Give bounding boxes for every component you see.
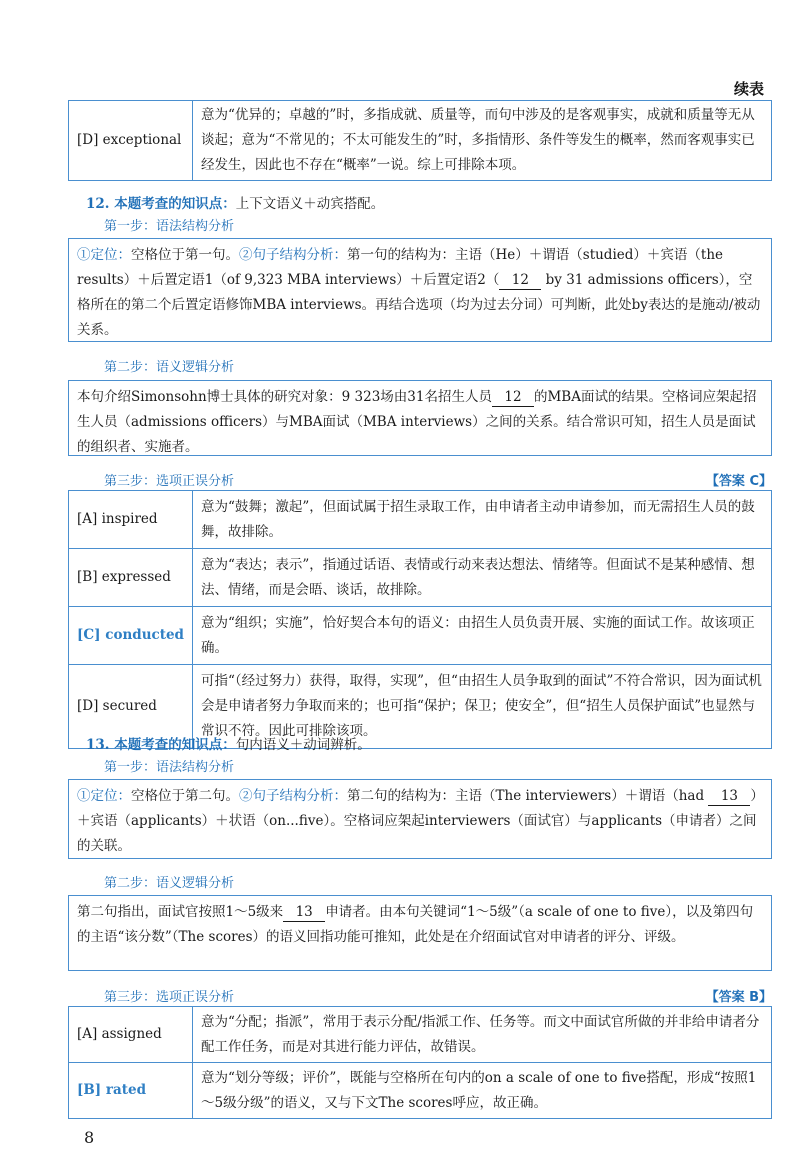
option-key-correct: [B] rated [69, 1063, 193, 1119]
text-structure: 第一句的结构为：主语（He）＋谓语（studied）＋宾语（the results）＋后置定语1（of 9,323 MBA interviews）＋后置定语2（ [77, 247, 724, 288]
text-after: 的MBA面试的结果。空格词应架起招生人员（admissions officers）与MBA面试（MBA interviews）之间的关系。结合常识可知，招生人员是面试的组织者、实施者。 [77, 389, 757, 455]
q13-answer: 【答案 B】 [705, 990, 772, 1005]
q13-heading [86, 733, 371, 753]
blank-number: 12 [492, 388, 534, 407]
q13-step2-title: 第二步：语义逻辑分析 [104, 876, 235, 891]
heading-topic: 上下文语义＋动宾搭配。 [235, 196, 385, 212]
q13-options-table [68, 1006, 772, 1119]
q12-step1-title: 第一步：语法结构分析 [104, 219, 235, 234]
continued-label: 续表 [733, 80, 764, 98]
text-locate: 空格位于第一句。 [131, 247, 239, 263]
option-key: [D] secured [69, 665, 193, 749]
text-structure-after: ）＋宾语（applicants）＋状语（on...five）。空格词应架起interviewers（面试官）与applicants（申请者）之间的关联。 [77, 788, 758, 854]
blank-number: 12 [499, 271, 541, 290]
option-explanation: 可指“（经过努力）获得，取得，实现”，但“由招生人员争取到的面试”不符合常识，因为面试机会是申请者努力争取而来的；也可指“保护；保卫；使安全”，但“招生人员保护面试”也显然与常识不符。因此可排除该项。 [193, 665, 772, 749]
q13-step1-box [68, 779, 772, 859]
q11-tail-table [68, 100, 772, 181]
heading-label: 本题考查的知识点： [109, 737, 236, 753]
text-after: 申请者。由本句关键词“1～5级”（a scale of one to five），以及第四句的主语“该分数”（The scores）的语义回指功能可推知，此处是在介绍面试官对申请者的评分、评级。 [77, 904, 754, 945]
page-number: 8 [84, 1128, 95, 1147]
q12-step2-box [68, 380, 772, 456]
label-locate: ①定位： [77, 247, 131, 263]
option-key: [A] inspired [69, 491, 193, 549]
label-structure: ②句子结构分析： [239, 247, 347, 263]
q13-step1-title: 第一步：语法结构分析 [104, 760, 235, 775]
table-row [69, 491, 772, 549]
table-row [69, 1063, 772, 1119]
label-locate: ①定位： [77, 788, 131, 804]
q12-heading [86, 192, 384, 212]
question-number: 13. [86, 737, 110, 753]
blank-number: 13 [283, 903, 325, 922]
option-explanation: 意为“分配；指派”，常用于表示分配/指派工作、任务等。而文中面试官所做的并非给申请者分配工作任务，而是对其进行能力评估，故错误。 [193, 1007, 772, 1063]
q12-step1-box [68, 238, 772, 342]
q13-step2-box [68, 895, 772, 971]
option-explanation: 意为“鼓舞；激起”，但面试属于招生录取工作，由申请者主动申请参加，而无需招生人员的鼓舞，故排除。 [193, 491, 772, 549]
question-number: 12. [86, 196, 110, 212]
option-explanation: 意为“组织；实施”，恰好契合本句的语义：由招生人员负责开展、实施的面试工作。故该项正确。 [193, 607, 772, 665]
text-locate: 空格位于第二句。 [131, 788, 239, 804]
heading-label: 本题考查的知识点： [109, 196, 236, 212]
label-structure: ②句子结构分析： [239, 788, 347, 804]
text-before: 本句介绍Simonsohn博士具体的研究对象：9 323场由31名招生人员 [77, 389, 492, 405]
text-structure: 第二句的结构为：主语（The interviewers）＋谓语（had [347, 788, 709, 804]
q12-answer: 【答案 C】 [705, 474, 772, 489]
table-row [69, 101, 772, 181]
table-row [69, 607, 772, 665]
option-key: [A] assigned [69, 1007, 193, 1063]
q12-options-table [68, 490, 772, 749]
option-explanation: 意为“优异的；卓越的”时，多指成就、质量等，而句中涉及的是客观事实，成就和质量等无从谈起；意为“不常见的；不太可能发生的”时，多指情形、条件等发生的概率，然而客观事实已经发生，因此也不存在“概率”一说。综上可排除本项。 [193, 101, 772, 181]
option-key: [D] exceptional [69, 101, 193, 181]
q12-step3-title: 第三步：选项正误分析 [104, 474, 235, 489]
text-structure-after: by 31 admissions officers），空格所在的第二个后置定语修饰MBA interviews。再结合选项（均为过去分词）可判断，此处by表达的是施动/被动关系。 [77, 272, 761, 338]
option-explanation: 意为“划分等级；评价”，既能与空格所在句内的on a scale of one to five搭配，形成“按照1～5级分级”的语义，又与下文The scores呼应，故正确。 [193, 1063, 772, 1119]
table-row [69, 549, 772, 607]
heading-topic: 句内语义＋动词辨析。 [235, 737, 371, 753]
q12-step2-title: 第二步：语义逻辑分析 [104, 360, 235, 375]
text-before: 第二句指出，面试官按照1～5级来 [77, 904, 284, 920]
blank-number: 13 [708, 787, 750, 806]
option-key-correct: [C] conducted [69, 607, 193, 665]
table-row [69, 1007, 772, 1063]
option-explanation: 意为“表达；表示”，指通过话语、表情或行动来表达想法、情绪等。但面试不是某种感情、想法、情绪，而是会晤、谈话，故排除。 [193, 549, 772, 607]
q13-step3-title: 第三步：选项正误分析 [104, 990, 235, 1005]
option-key: [B] expressed [69, 549, 193, 607]
